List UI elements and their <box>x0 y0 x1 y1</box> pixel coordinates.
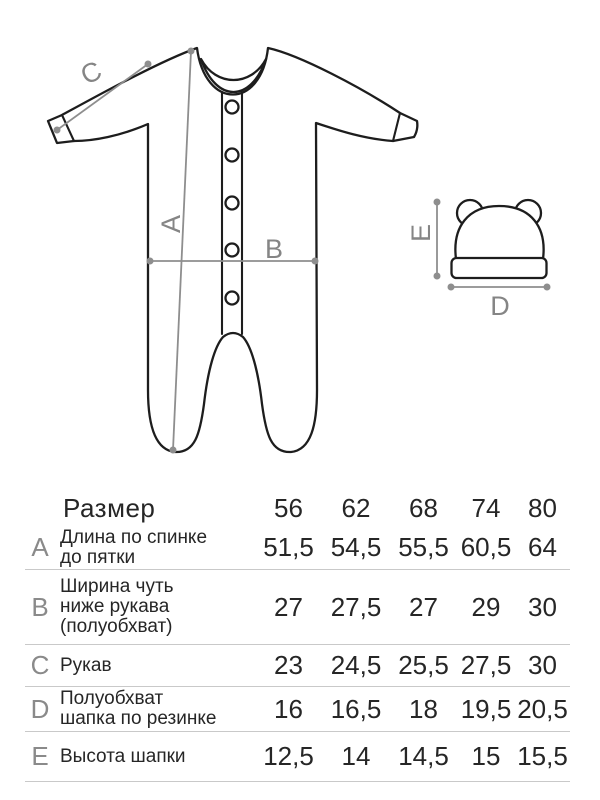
row-letter: E <box>31 741 49 771</box>
cell-value: 19,5 <box>460 693 512 724</box>
hat-band <box>452 258 547 278</box>
measure-label-a: A <box>156 214 186 234</box>
size-column-header: 56 <box>274 492 303 523</box>
cell-value: 14,5 <box>398 741 449 771</box>
measure-label-e: E <box>406 223 436 243</box>
cell-value: 20,5 <box>517 693 568 724</box>
cell-value: 15 <box>471 741 501 771</box>
row-label <box>55 577 255 637</box>
cell-value: 60,5 <box>460 532 512 562</box>
table-row <box>25 687 570 732</box>
cell-value: 14 <box>341 741 371 771</box>
row-letter: A <box>31 532 49 562</box>
table-row <box>25 526 570 570</box>
snap-button <box>226 244 239 257</box>
measure-dot <box>448 284 455 291</box>
cell-value: 27 <box>274 591 303 622</box>
row-label-line: Полуобхват <box>60 688 164 709</box>
cell-value: 12,5 <box>263 741 314 771</box>
size-column-header: 80 <box>528 492 557 523</box>
size-column-header: 68 <box>409 492 438 523</box>
row-label-line: Ширина чуть <box>60 576 174 597</box>
row-label <box>55 689 255 729</box>
row-letter: C <box>30 650 50 680</box>
row-label <box>55 747 255 767</box>
row-label <box>55 528 255 568</box>
row-letter: D <box>30 693 50 724</box>
snap-button <box>226 197 239 210</box>
cell-value: 23 <box>274 650 303 680</box>
cell-value: 18 <box>409 693 438 724</box>
measure-dot <box>312 258 319 265</box>
measure-dot <box>188 48 195 55</box>
table-row <box>25 732 570 782</box>
cell-value: 15,5 <box>517 741 568 771</box>
measure-dot <box>147 258 154 265</box>
size-table <box>25 490 570 782</box>
measure-dot <box>170 447 177 454</box>
measure-label-d: D <box>490 291 510 321</box>
measure-dot <box>544 284 551 291</box>
measure-dot <box>434 199 441 206</box>
snap-button <box>226 101 239 114</box>
snap-button <box>226 149 239 162</box>
table-row <box>25 645 570 687</box>
hat-drawing <box>452 200 547 278</box>
cell-value: 27 <box>409 591 438 622</box>
row-letter: B <box>31 591 49 622</box>
row-label-line: (полуобхват) <box>60 616 173 637</box>
cell-value: 27,5 <box>330 591 382 622</box>
measure-dot <box>54 127 61 134</box>
sleepsuit-drawing <box>48 48 417 452</box>
size-column-header: 74 <box>471 492 501 523</box>
row-label-line: до пятки <box>60 546 136 568</box>
row-label <box>55 656 255 676</box>
measure-label-b: B <box>264 234 284 264</box>
cell-value: 16,5 <box>330 693 382 724</box>
cell-value: 24,5 <box>330 650 382 680</box>
table-title: Размер <box>63 492 156 523</box>
row-label-line: Рукав <box>60 654 112 676</box>
measure-dot <box>145 61 152 68</box>
size-column-header: 62 <box>341 492 371 523</box>
cell-value: 55,5 <box>398 532 449 562</box>
row-label-line: Высота шапки <box>60 745 186 767</box>
cell-value: 29 <box>471 591 501 622</box>
cell-value: 64 <box>528 532 557 562</box>
table-header-row <box>25 490 570 526</box>
cell-value: 30 <box>528 591 557 622</box>
row-label-line: Длина по спинке <box>60 526 208 548</box>
cell-value: 27,5 <box>460 650 512 680</box>
row-label-line: шапка по резинке <box>60 708 217 729</box>
measure-dot <box>434 273 441 280</box>
cell-value: 25,5 <box>398 650 449 680</box>
measure-label-c: C <box>76 55 107 91</box>
cell-value: 30 <box>528 650 557 680</box>
table-row <box>25 570 570 645</box>
cell-value: 54,5 <box>330 532 382 562</box>
cell-value: 51,5 <box>263 532 314 562</box>
cell-value: 16 <box>274 693 303 724</box>
row-label-line: ниже рукава <box>60 596 170 617</box>
snap-button <box>226 292 239 305</box>
